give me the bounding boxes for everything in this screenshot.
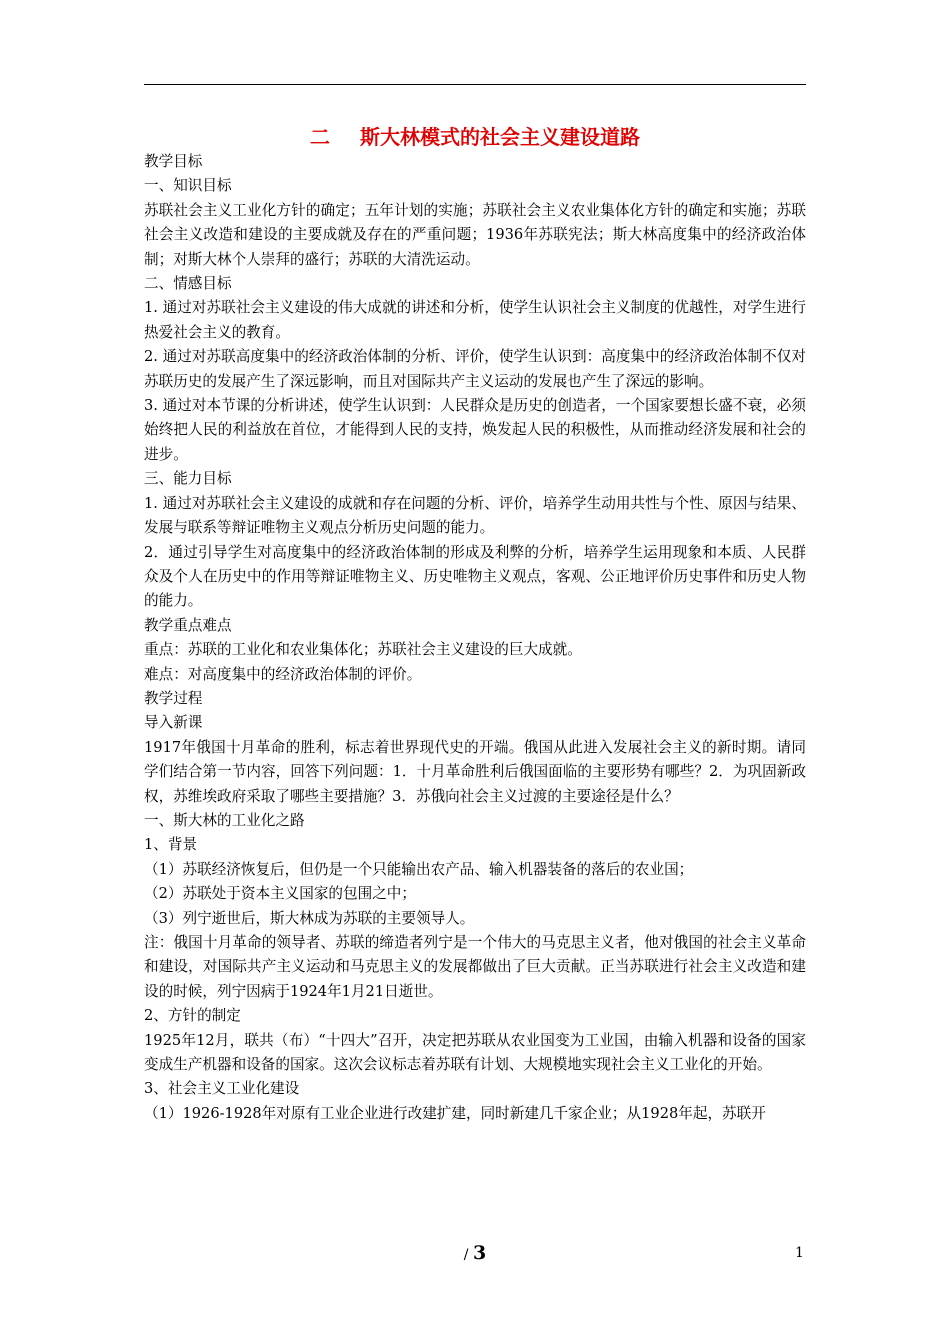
paragraph: 2、方针的制定 bbox=[144, 1007, 241, 1025]
paragraph: （1）苏联经济恢复后，但仍是一个只能输出农产品、输入机器装备的落后的农业国； bbox=[144, 860, 694, 878]
paragraph: 难点：对高度集中的经济政治体制的评价。 bbox=[144, 665, 422, 683]
paragraph: 三、能力目标 bbox=[144, 470, 232, 488]
paragraph: （1）1926-1928年对原有工业企业进行改建扩建，同时新建几千家企业；从1928年起，苏联开 bbox=[144, 1104, 766, 1122]
paragraph: 教学过程 bbox=[144, 689, 203, 707]
paragraph: 重点：苏联的工业化和农业集体化；苏联社会主义建设的巨大成就。 bbox=[144, 641, 582, 659]
paragraph: 苏联社会主义工业化方针的确定；五年计划的实施；苏联社会主义农业集体化方针的确定和实施；苏联社会主义改造和建设的主要成就及存在的严重问题；1936年苏联宪法；斯大林高度集中的经济政治体制；对斯大林个人崇拜的盛行；苏联的大清洗运动。 bbox=[144, 201, 806, 268]
paragraph: 1917年俄国十月革命的胜利，标志着世界现代史的开端。俄国从此进入发展社会主义的新时期。请同学们结合第一节内容，回答下列问题：1．十月革命胜利后俄国面临的主要形势有哪些？2．为巩固新政权，苏维埃政府采取了哪些主要措施？3．苏俄向社会主义过渡的主要途径是什么？ bbox=[144, 738, 806, 805]
paragraph: 教学重点难点 bbox=[144, 616, 232, 634]
paragraph: 1. 通过对苏联社会主义建设的伟大成就的讲述和分析，使学生认识社会主义制度的优越性，对学生进行热爱社会主义的教育。 bbox=[144, 299, 806, 341]
paragraph: 二、情感目标 bbox=[144, 275, 232, 293]
paragraph: 1、背景 bbox=[144, 836, 198, 854]
title-text: 斯大林模式的社会主义建设道路 bbox=[360, 125, 640, 149]
page-title bbox=[144, 124, 806, 150]
page-total: 3 bbox=[472, 1242, 487, 1264]
paragraph: （2）苏联处于资本主义国家的包围之中； bbox=[144, 885, 416, 903]
paragraph: 教学目标 bbox=[144, 153, 203, 170]
paragraph: 注：俄国十月革命的领导者、苏联的缔造者列宁是一个伟大的马克思主义者，他对俄国的社会主义革命和建设，对国际共产主义运动和马克思主义的发展都做出了巨大贡献。正当苏联进行社会主义改造和建设的时候，列宁因病于1924年1月21日逝世。 bbox=[144, 934, 806, 1000]
paragraph: 2．通过引导学生对高度集中的经济政治体制的形成及利弊的分析，培养学生运用现象和本质、人民群众及个人在历史中的作用等辩证唯物主义、历史唯物主义观点，客观、公正地评价历史事件和历史人物的能力。 bbox=[144, 543, 806, 610]
paragraph: 3、社会主义工业化建设 bbox=[144, 1080, 300, 1098]
paragraph: 导入新课 bbox=[144, 714, 203, 732]
page-number: 1 bbox=[795, 1245, 804, 1261]
paragraph: 1. 通过对苏联社会主义建设的成就和存在问题的分析、评价，培养学生动用共性与个性、原因与结果、发展与联系等辩证唯物主义观点分析历史问题的能力。 bbox=[144, 494, 806, 537]
paragraph: 1925年12月，联共（布）“十四大”召开，决定把苏联从农业国变为工业国，由输入机器和设备的国家变成生产机器和设备的国家。这次会议标志着苏联有计划、大规模地实现社会主义工业化的开始。 bbox=[144, 1031, 806, 1074]
paragraph: （3）列宁逝世后，斯大林成为苏联的主要领导人。 bbox=[144, 909, 475, 927]
header-rule bbox=[144, 84, 806, 85]
title-number: 二 bbox=[310, 125, 330, 149]
paragraph: 3. 通过对本节课的分析讲述，使学生认识到：人民群众是历史的创造者，一个国家要想长盛不衰，必须始终把人民的利益放在首位，才能得到人民的支持，焕发起人民的积极性，从而推动经济发展和社会的进步。 bbox=[144, 397, 806, 463]
paragraph: 2. 通过对苏联高度集中的经济政治体制的分析、评价，使学生认识到：高度集中的经济政治体制不仅对苏联历史的发展产生了深远影响，而且对国际共产主义运动的发展也产生了深远的影响。 bbox=[144, 348, 806, 390]
paragraph: 一、斯大林的工业化之路 bbox=[144, 811, 305, 829]
paragraph: 一、知识目标 bbox=[144, 177, 232, 195]
document-body bbox=[144, 150, 806, 1126]
page-count-slash: / bbox=[463, 1247, 469, 1263]
page-count bbox=[0, 1242, 950, 1266]
